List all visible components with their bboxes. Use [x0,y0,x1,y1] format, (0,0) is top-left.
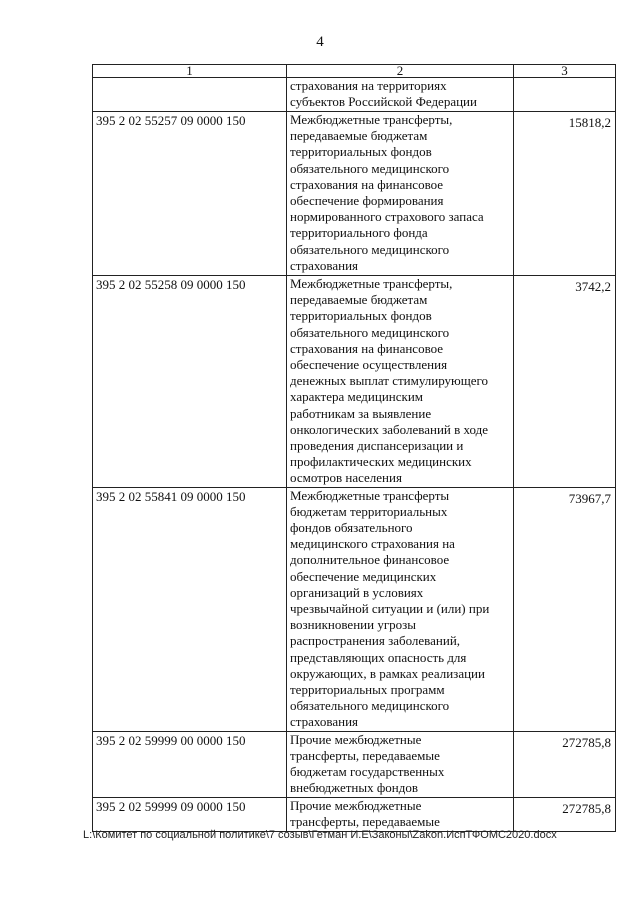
table-row [93,797,616,831]
row-description: Прочие межбюджетные трансферты, передаваемые [287,797,514,831]
row-code: 395 2 02 55257 09 0000 150 [93,112,287,276]
row-description: Межбюджетные трансферты бюджетам территориальных фондов обязательного медицинского страхования на дополнительное финансовое обеспечение медицинских организаций в условиях чрезвычайной ситуации и (или) при возникновении угрозы распространения заболеваний, представляющих опасность для окружающих, в рамках реализации территориальных программ обязательного медицинского страхования [287,487,514,731]
budget-table [92,64,616,832]
column-header-description: 2 [287,65,514,78]
row-amount: 272785,8 [514,797,616,831]
row-code: 395 2 02 59999 09 0000 150 [93,797,287,831]
row-amount: 73967,7 [514,487,616,731]
table-row [93,487,616,731]
row-code: 395 2 02 55258 09 0000 150 [93,276,287,488]
document-file-path: L:\Комитет по социальной политике\7 созыв\Гетман И.Е\Законы\Zakon.ИспТФОМС2020.docx [83,829,557,841]
column-header-amount: 3 [514,65,616,78]
table-header-row [93,65,616,78]
table-row [93,112,616,276]
row-description: страхования на территориях субъектов Российской Федерации [287,78,514,112]
row-amount [514,78,616,112]
table-row [93,731,616,797]
column-header-code: 1 [93,65,287,78]
row-description: Межбюджетные трансферты, передаваемые бюджетам территориальных фондов обязательного медицинского страхования на финансовое обеспечение осуществления денежных выплат стимулирующего характера медицинским работникам за выявление онкологических заболеваний в ходе проведения диспансеризации и профилактических медицинских осмотров населения [287,276,514,488]
table-row [93,276,616,488]
row-amount: 272785,8 [514,731,616,797]
table-row [93,78,616,112]
row-description: Межбюджетные трансферты, передаваемые бюджетам территориальных фондов обязательного медицинского страхования на финансовое обеспечение формирования нормированного страхового запаса территориального фонда обязательного медицинского страхования [287,112,514,276]
page-number: 4 [316,34,324,50]
row-code: 395 2 02 59999 00 0000 150 [93,731,287,797]
row-amount: 3742,2 [514,276,616,488]
row-code: 395 2 02 55841 09 0000 150 [93,487,287,731]
row-amount: 15818,2 [514,112,616,276]
row-code [93,78,287,112]
row-description: Прочие межбюджетные трансферты, передаваемые бюджетам государственных внебюджетных фондов [287,731,514,797]
